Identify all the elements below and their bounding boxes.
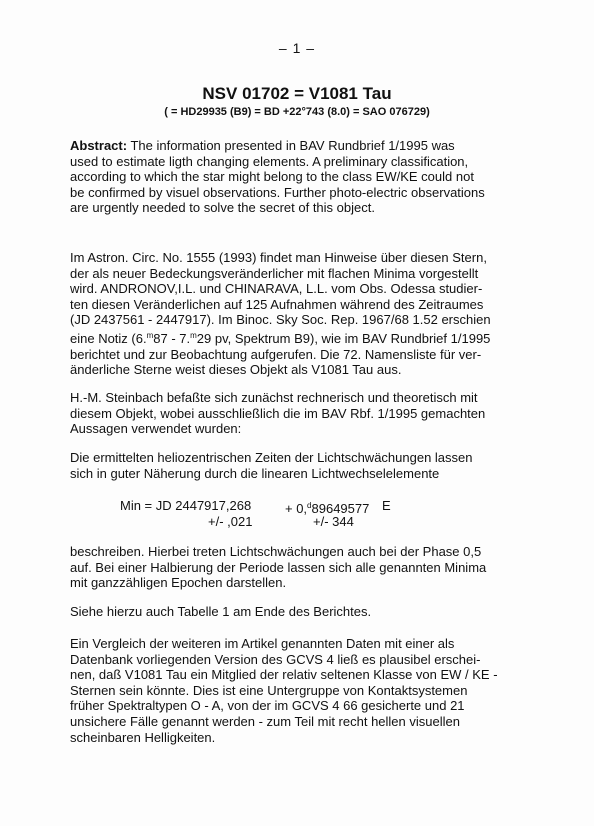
text-line: der als neuer Bedeckungsveränderlicher mit flachen Minima vorgestellt bbox=[70, 265, 479, 281]
magnitude-superscript: m bbox=[146, 330, 154, 340]
paragraph-beschreiben bbox=[70, 544, 550, 591]
page-subtitle: ( = HD29935 (B9) = BD +22°743 (8.0) = SAO 076729) bbox=[164, 106, 430, 118]
formula-epoch: E bbox=[382, 498, 391, 513]
formula-plus: + 0, bbox=[285, 501, 308, 516]
text-line: unsichere Fälle genannt werden - zum Teil mit recht hellen visuellen bbox=[70, 713, 460, 729]
text-fragment: 29 pv, Spektrum B9), wie im BAV Rundbrief 1/1995 bbox=[196, 330, 491, 346]
abstract-paragraph bbox=[70, 138, 550, 216]
paragraph-tabelle bbox=[70, 604, 550, 620]
abstract-line: be confirmed by visuel observations. Further photo-electric observations bbox=[70, 184, 485, 200]
text-line: Ein Vergleich der weiteren im Artikel genannten Daten mit einer als bbox=[70, 636, 455, 651]
text-line: wird. ANDRONOV,I.L. und CHINARAVA, L.L. vom Obs. Odessa studier- bbox=[70, 281, 483, 297]
text-line: ten diesen Veränderlichen auf 125 Aufnahmen während des Zeitraumes bbox=[70, 296, 484, 312]
text-line: H.-M. Steinbach befaßte sich zunächst rechnerisch und theoretisch mit bbox=[70, 390, 478, 405]
page-title: NSV 01702 = V1081 Tau bbox=[202, 84, 392, 103]
text-line: Im Astron. Circ. No. 1555 (1993) findet man Hinweise über diesen Stern, bbox=[70, 250, 487, 265]
text-line: mit ganzzähligen Epochen darstellen. bbox=[70, 575, 287, 591]
text-line: berichtet und zur Beobachtung aufgerufen. Die 72. Namensliste für ver- bbox=[70, 346, 482, 362]
text-line-notiz bbox=[70, 328, 550, 347]
text-line: Die ermittelten heliozentrischen Zeiten der Lichtschwächungen lassen bbox=[70, 450, 473, 465]
text-line: Sternen sein könnte. Dies ist eine Untergruppe von Kontaktsystemen bbox=[70, 682, 468, 698]
text-line: diesem Objekt, wobei ausschließlich die im BAV Rbf. 1/1995 gemachten bbox=[70, 405, 486, 421]
text-line: scheinbaren Helligkeiten. bbox=[70, 729, 216, 745]
paragraph-steinbach bbox=[70, 390, 550, 437]
text-line: änderliche Sterne weist dieses Objekt als V1081 Tau aus. bbox=[70, 362, 402, 378]
text-line: (JD 2437561 - 2447917). Im Binoc. Sky Soc. Rep. 1967/68 1.52 erschien bbox=[70, 312, 491, 328]
text-line: sich in guter Näherung durch die linearen Lichtwechselelemente bbox=[70, 465, 440, 481]
ephemeris-formula bbox=[120, 498, 420, 529]
magnitude-superscript: m bbox=[190, 330, 197, 340]
formula-error-row bbox=[120, 514, 420, 530]
text-line: Datenbank vorliegenden Version des GCVS 4 ließ es plausibel erschei- bbox=[70, 651, 481, 667]
text-line: nen, daß V1081 Tau ein Mitglied der relativ seltenen Klasse von EW / KE - bbox=[70, 667, 498, 683]
abstract-line: according to which the star might belong to the class EW/KE could not bbox=[70, 169, 474, 185]
text-fragment: eine Notiz (6. bbox=[70, 330, 147, 346]
page-number: – 1 – bbox=[278, 40, 316, 56]
text-line: Siehe hierzu auch Tabelle 1 am Ende des Berichtes. bbox=[70, 604, 372, 619]
paragraph-vergleich bbox=[70, 636, 550, 745]
formula-lhs: Min = JD 2447917,268 bbox=[120, 498, 252, 513]
text-line: früher Spektraltypen O - A, von der im GCVS 4 66 gesicherte und 21 bbox=[70, 698, 465, 714]
formula-error-period: +/- 344 bbox=[313, 513, 354, 529]
abstract-line: used to estimate ligth changing elements. A preliminary classification, bbox=[70, 153, 469, 169]
text-fragment: 87 - 7. bbox=[153, 330, 191, 346]
abstract-line bbox=[70, 138, 550, 154]
text-line: Aussagen verwendet wurden: bbox=[70, 421, 242, 437]
formula-main-row bbox=[120, 498, 420, 514]
formula-error-zero: +/- ,021 bbox=[208, 513, 253, 529]
text-line: beschreiben. Hierbei treten Lichtschwächungen auch bei der Phase 0,5 bbox=[70, 544, 482, 559]
formula-period-value: 89649577 bbox=[311, 501, 370, 516]
abstract-label: Abstract: bbox=[70, 138, 128, 153]
paragraph-heliozentrisch bbox=[70, 450, 550, 481]
abstract-line: are urgently needed to solve the secret of this object. bbox=[70, 200, 375, 216]
abstract-text: The information presented in BAV Rundbrief 1/1995 was bbox=[127, 138, 455, 153]
days-superscript: d bbox=[307, 501, 312, 510]
text-line: auf. Bei einer Halbierung der Periode lassen sich alle genannten Minima bbox=[70, 559, 487, 575]
paragraph-astron-circ bbox=[70, 250, 550, 378]
